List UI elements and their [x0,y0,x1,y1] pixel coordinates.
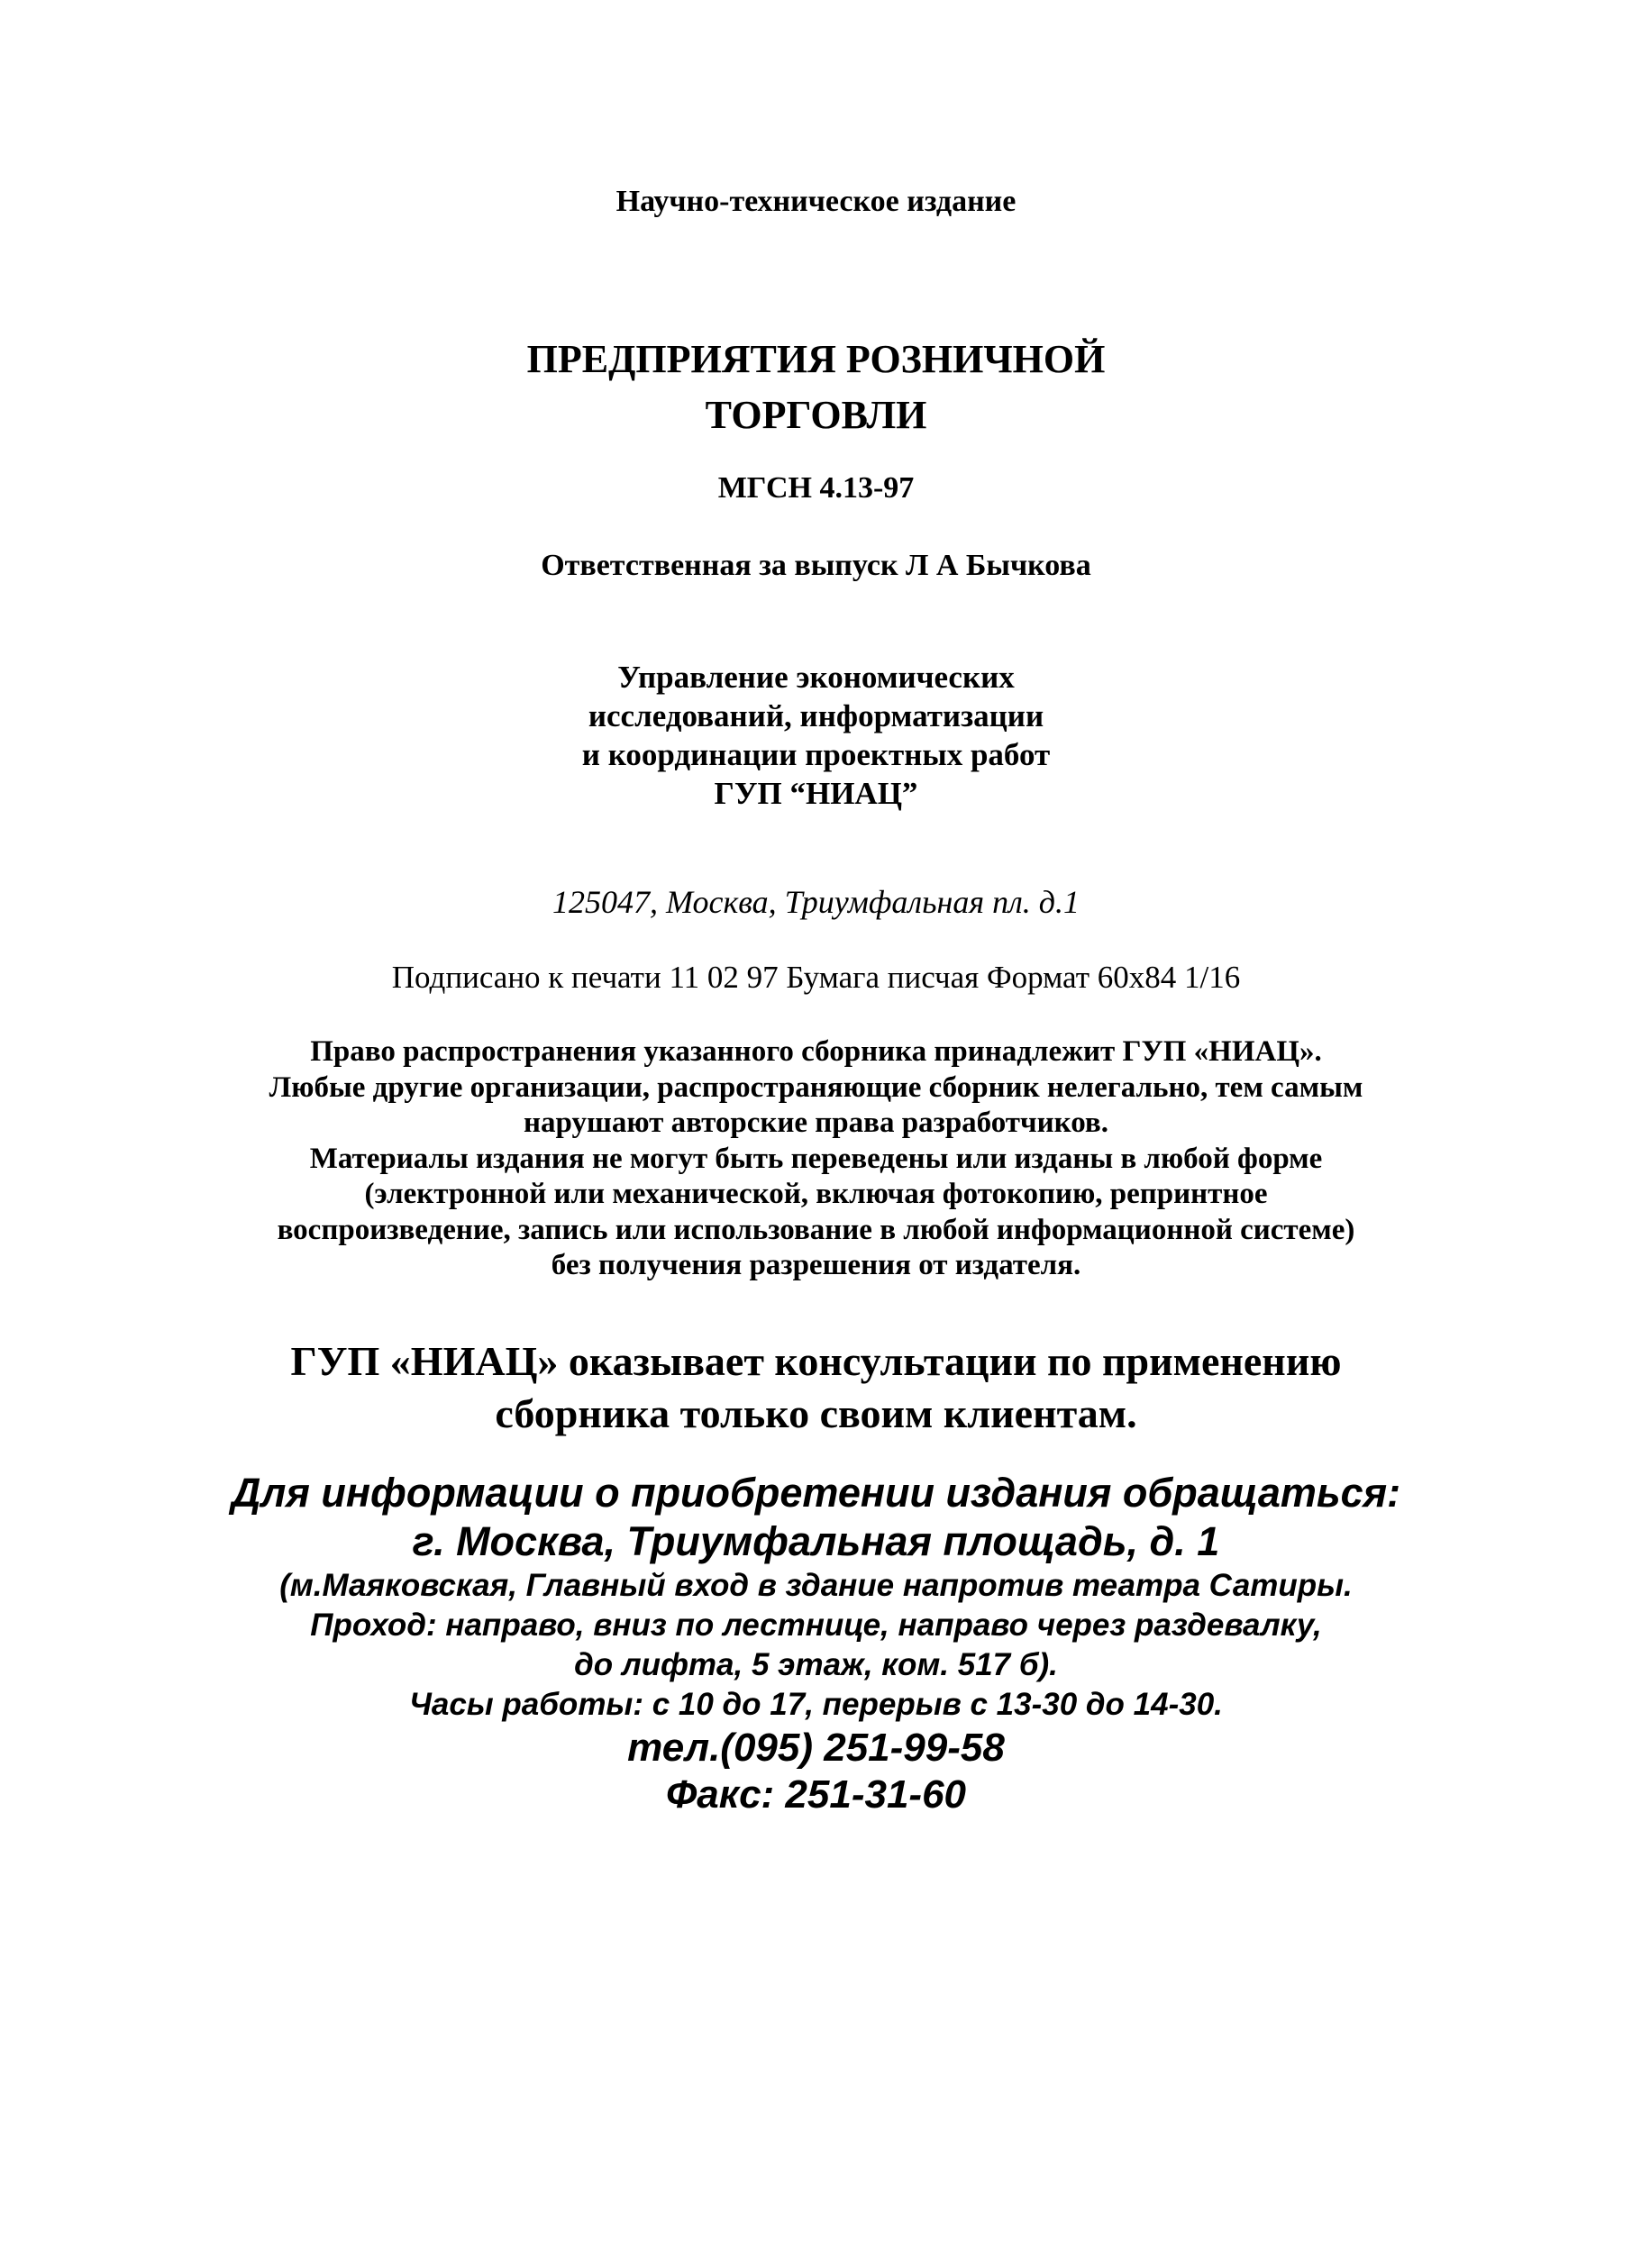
consultation-line-2: сборника только своим клиентам. [495,1390,1137,1436]
department-block [0,658,1632,813]
department-line-4: ГУП “НИАЦ” [714,776,918,811]
responsible-editor-text: Ответственная за выпуск Л А Бычкова [541,549,1091,582]
document-code [0,470,1632,506]
purchase-info-address: г. Москва, Триумфальная площадь, д. 1 [412,1518,1220,1564]
publisher-address [0,883,1632,921]
department-line-2: исследований, информатизации [588,698,1044,733]
purchase-info-directions-2: Проход: направо, вниз по лестнице, направо через раздевалку, [310,1608,1322,1643]
purchase-info-heading: Для информации о приобретении издания обращаться: [231,1470,1401,1516]
purchase-info-directions-3: до лифта, 5 этаж, ком. 517 б). [574,1647,1058,1682]
copyright-line-4: Материалы издания не могут быть переведены или изданы в любой форме [309,1142,1323,1175]
publication-type [0,184,1632,220]
purchase-info-hours: Часы работы: с 10 до 17, перерыв с 13-30 до 14-30. [409,1687,1223,1722]
document-code-text: МГСН 4.13-97 [717,471,915,505]
purchase-info-directions-1: (м.Маяковская, Главный вход в здание напротив театра Сатиры. [279,1568,1353,1603]
purchase-info [0,1469,1632,1818]
consultation-line-1: ГУП «НИАЦ» оказывает консультации по применению [290,1338,1342,1384]
copyright-line-2: Любые другие организации, распространяющие сборник нелегально, тем самым [269,1070,1363,1104]
copyright-line-6: воспроизведение, запись или использование в любой информационной системе) [277,1213,1355,1246]
print-info [0,959,1632,997]
copyright-notice [0,1034,1632,1284]
publisher-address-text: 125047, Москва, Триумфальная пл. д.1 [552,884,1080,920]
purchase-info-fax: Факс: 251-31-60 [665,1772,967,1817]
copyright-line-5: (электронной или механической, включая фотокопию, репринтное [364,1178,1268,1210]
copyright-line-1: Право распространения указанного сборника принадлежит ГУП «НИАЦ». [310,1035,1322,1068]
document-title [0,332,1632,443]
copyright-line-7: без получения разрешения от издателя. [551,1249,1081,1281]
department-line-1: Управление экономических [617,660,1015,695]
department-line-3: и координации проектных работ [581,737,1051,772]
publication-type-text: Научно-техническое издание [615,185,1017,218]
print-info-text: Подписано к печати 11 02 97 Бумага писчая Формат 60х84 1/16 [391,960,1241,995]
document-title-line-2: ТОРГОВЛИ [705,393,927,437]
document-title-line-1: ПРЕДПРИЯТИЯ РОЗНИЧНОЙ [526,337,1106,381]
copyright-line-3: нарушают авторские права разработчиков. [524,1107,1108,1139]
purchase-info-phone: тел.(095) 251-99-58 [627,1726,1005,1770]
consultation-notice [0,1335,1632,1440]
responsible-editor [0,548,1632,584]
